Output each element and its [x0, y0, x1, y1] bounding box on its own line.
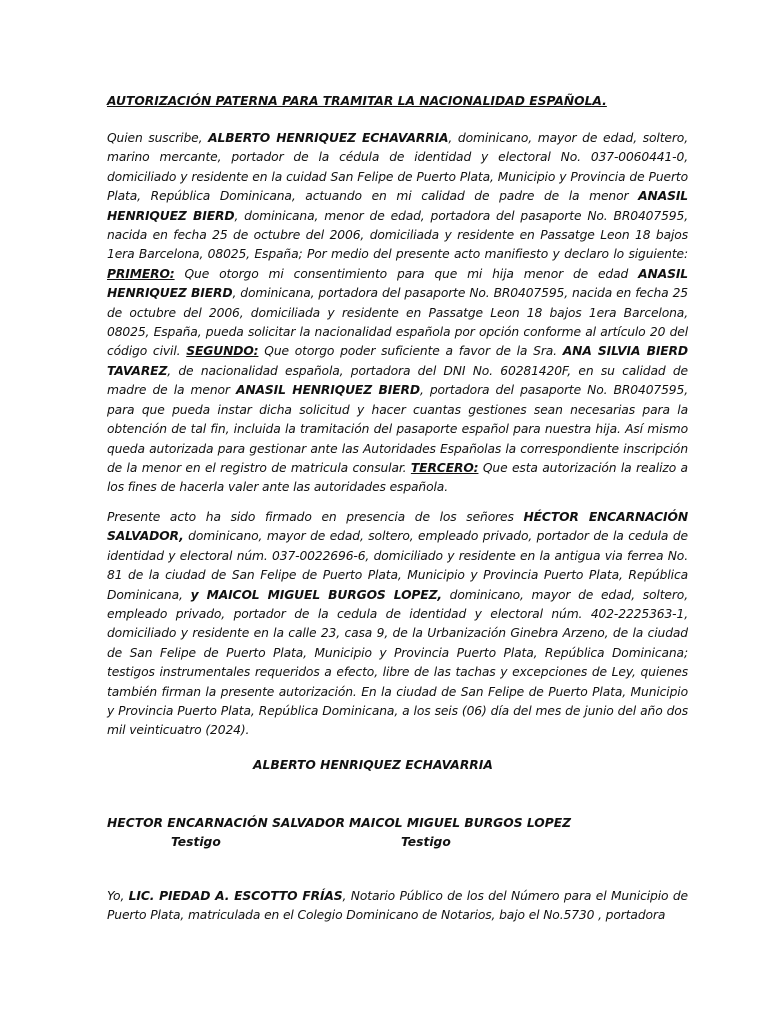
text-segment: , dominicano, mayor de edad, soltero, marino mercante, portador de la cédula de identidad y electoral No. 037-0060441-0, domiciliado y residente en la cuidad San Felipe de Puerto Plata, Municipio y Provincia de Puerto Plata, República Dominicana, actuando en mi calidad de padre de la menor	[107, 131, 688, 204]
text-segment: , portadora del pasaporte No. BR0407595, para que pueda instar dicha solicitud y hacer cuantas gestiones sean necesarias para la obtención de tal fin, incluida la tramitación del pasaporte español para nuestra hija. Así mismo queda autorizada para gestionar ante las Autoridades Españolas la correspondiente inscripción de la menor en el registro de matricula consular.	[107, 383, 688, 475]
text-segment: , dominicana, menor de edad, portadora del pasaporte No. BR0407595, nacida en fecha 25 de octubre del 2006, domiciliada y residente en Passatge Leon 18 bajos 1era Barcelona, 08025, España; Por medio del presente acto manifiesto y declaro lo siguiente:	[107, 208, 688, 262]
clause-tercero: TERCERO:	[410, 460, 479, 475]
text-segment: Quien suscribe,	[107, 131, 209, 145]
name-minor: ANASIL HENRIQUEZ BIERD	[235, 383, 420, 398]
name-minor: ANASIL HENRIQUEZ BIERD	[107, 189, 688, 223]
name-witness-2: y MAICOL MIGUEL BURGOS LOPEZ,	[190, 587, 442, 602]
text-segment: , Notario Público de los del Número para el Municipio de Puerto Plata, matriculada en el Colegio Dominicano de Notarios, bajo el No.5730 , portadora	[107, 889, 688, 923]
signature-witness-2-role: Testigo	[401, 835, 451, 849]
paragraph-notary	[107, 887, 688, 926]
paragraph-authorization	[107, 129, 688, 498]
text-segment: , dominicana, portadora del pasaporte No. BR0407595, nacida en fecha 25 de octubre del 2006, domiciliada y residente en Passatge Leon 18 bajos 1era Barcelona, 08025, España, pueda solicitar la nacionalidad española por opción conforme al artículo 20 del código civil.	[107, 286, 688, 359]
signature-main-name: ALBERTO HENRIQUEZ ECHAVARRIA	[253, 758, 493, 772]
text-segment: Que esta autorización la realizo a los fines de hacerla valer ante las autoridades española.	[107, 460, 688, 495]
text-segment: dominicano, mayor de edad, soltero, empleado privado, portador de la cedula de identidad y electoral núm. 037-0022696-6, domiciliado y residente en la antigua via ferrea No. 81 de la ciudad de San Felipe de Puerto Plata, Municipio y Provincia Puerto Plata, República Dominicana,	[107, 529, 688, 602]
name-mother: ANA SILVIA BIERD TAVAREZ	[107, 344, 688, 378]
text-segment: dominicano, mayor de edad, soltero, empleado privado, portador de la cedula de identidad y electoral núm. 402-2225363-1, domiciliado y residente en la calle 23, casa 9, de la Urbanización Ginebra Arzeno, de la ciudad de San Felipe de Puerto Plata, Municipio y Provincia Puerto Plata, República Dominicana; testigos instrumentales requeridos a efecto, libre de las tachas y excepciones de Ley, quienes también firman la presente autorización. En la ciudad de San Felipe de Puerto Plata, Municipio y Provincia Puerto Plata, República Dominicana, a los seis (06) día del mes de junio del año dos mil veinticuatro (2024).	[107, 587, 688, 738]
clause-primero: PRIMERO:	[107, 266, 175, 281]
signature-witness-1-name: HECTOR ENCARNACIÓN SALVADOR	[107, 816, 345, 830]
paragraph-witnesses	[107, 508, 688, 741]
name-witness-1: HÉCTOR ENCARNACIÓN SALVADOR,	[107, 510, 689, 544]
text-segment: Presente acto ha sido firmado en presencia de los señores	[107, 510, 524, 524]
name-father: ALBERTO HENRIQUEZ ECHAVARRIA	[208, 131, 449, 145]
clause-segundo: SEGUNDO:	[186, 344, 259, 359]
name-minor: ANASIL HENRIQUEZ BIERD	[107, 266, 688, 301]
text-segment: , de nacionalidad española, portadora del DNI No. 60281420F, en su calidad de madre de la menor	[107, 363, 688, 398]
name-notary: LIC. PIEDAD A. ESCOTTO FRÍAS	[128, 889, 343, 903]
text-segment: Que otorgo mi consentimiento para que mi hija menor de edad	[174, 266, 639, 281]
signature-witness-1-role: Testigo	[171, 835, 221, 849]
document-title: AUTORIZACIÓN PATERNA PARA TRAMITAR LA NACIONALIDAD ESPAÑOLA.	[107, 94, 607, 108]
signature-witness-2-name: MAICOL MIGUEL BURGOS LOPEZ	[349, 816, 572, 830]
text-segment: Que otorgo poder suficiente a favor de la Sra.	[258, 344, 563, 359]
text-segment: Yo,	[107, 889, 129, 903]
